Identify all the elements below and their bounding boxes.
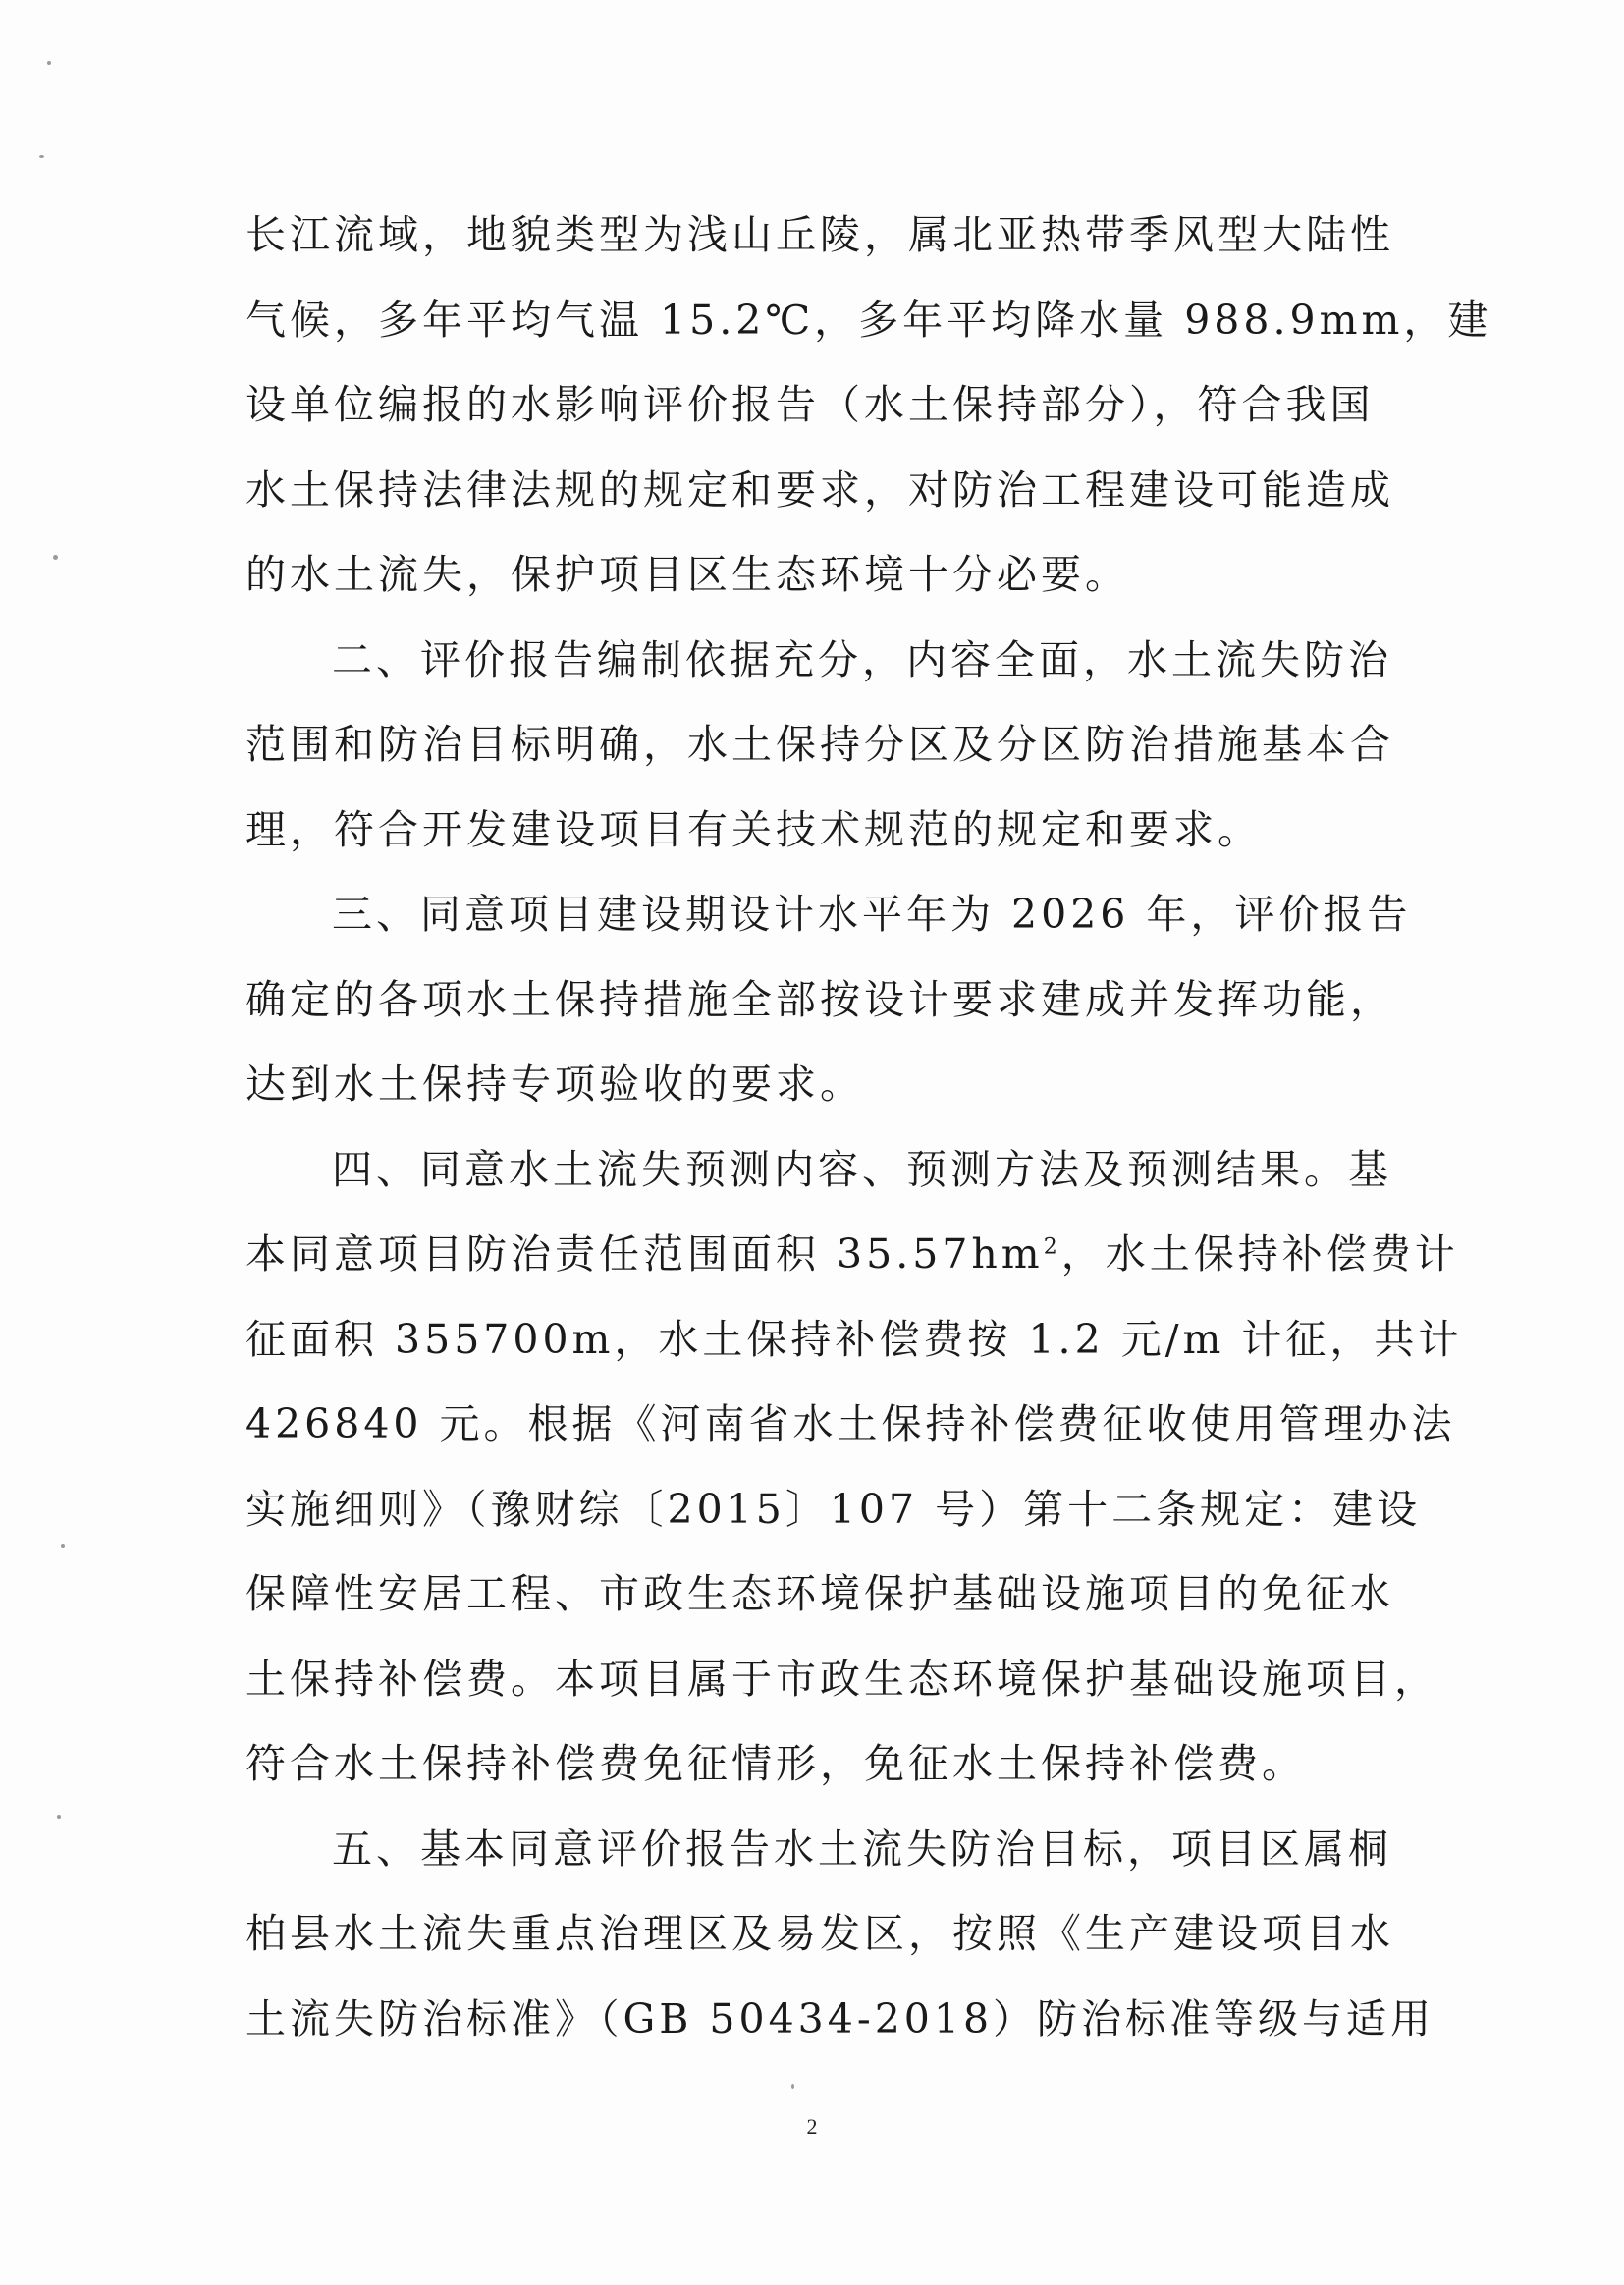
text-line-15: 426840 元。根据《河南省水土保持补偿费征收使用管理办法 [245, 1400, 1456, 1447]
text-line-17: 保障性安居工程、市政生态环境保护基础设施项目的免征水 [245, 1570, 1394, 1617]
text-line-3: 设单位编报的水影响评价报告（水土保持部分），符合我国 [245, 381, 1375, 428]
text-line-11: 达到水土保持专项验收的要求。 [245, 1061, 864, 1108]
area-unit: hm [971, 1230, 1044, 1278]
text-line-7: 范围和防治目标明确，水土保持分区及分区防治措施基本合 [245, 721, 1394, 768]
text-line-20: 五、基本同意评价报告水土流失防治目标，项目区属桐 [332, 1824, 1392, 1873]
text-line-1: 长江流域，地貌类型为浅山丘陵，属北亚热带季风型大陆性 [245, 211, 1394, 258]
text-line-13-before: 本同意项目防治责任范围面积 35.57 [245, 1230, 972, 1278]
scan-speck [57, 1815, 61, 1819]
scan-speck [61, 1544, 65, 1548]
page-number: 2 [806, 2114, 818, 2139]
area-unit-superscript: 2 [1043, 1234, 1061, 1260]
text-line-16: 实施细则》（豫财综〔2015〕107 号）第十二条规定：建设 [245, 1485, 1422, 1533]
text-line-13-after: ，水土保持补偿费计 [1060, 1230, 1459, 1278]
text-line-4: 水土保持法律法规的规定和要求，对防治工程建设可能造成 [245, 465, 1394, 514]
scan-speck [39, 155, 44, 158]
text-line-5: 的水土流失，保护项目区生态环境十分必要。 [245, 551, 1129, 598]
document-body [245, 192, 1492, 2061]
text-line-2: 气候，多年平均气温 15.2℃，多年平均降水量 988.9mm，建 [245, 296, 1492, 344]
scan-speck [53, 555, 58, 560]
text-line-22: 土流失防治标准》（GB 50434-2018）防治标准等级与适用 [245, 1994, 1435, 2042]
text-line-18: 土保持补偿费。本项目属于市政生态环境保护基础设施项目， [245, 1655, 1438, 1703]
scan-speck [791, 2084, 794, 2089]
text-line-13 [245, 1212, 1459, 1297]
scan-speck [47, 61, 51, 65]
text-line-10: 确定的各项水土保持措施全部按设计要求建成并发挥功能， [245, 975, 1394, 1023]
text-line-21: 柏县水土流失重点治理区及易发区，按照《生产建设项目水 [245, 1910, 1394, 1957]
text-line-19: 符合水土保持补偿费免征情形，免征水土保持补偿费。 [245, 1740, 1306, 1787]
text-line-9: 三、同意项目建设期设计水平年为 2026 年，评价报告 [332, 891, 1412, 938]
text-line-8: 理，符合开发建设项目有关技术规范的规定和要求。 [245, 805, 1262, 853]
text-line-12: 四、同意水土流失预测内容、预测方法及预测结果。基 [332, 1145, 1392, 1193]
text-line-6: 二、评价报告编制依据充分，内容全面，水土流失防治 [332, 635, 1392, 683]
text-line-14: 征面积 355700m，水土保持补偿费按 1.2 元/m 计征，共计 [245, 1315, 1463, 1363]
